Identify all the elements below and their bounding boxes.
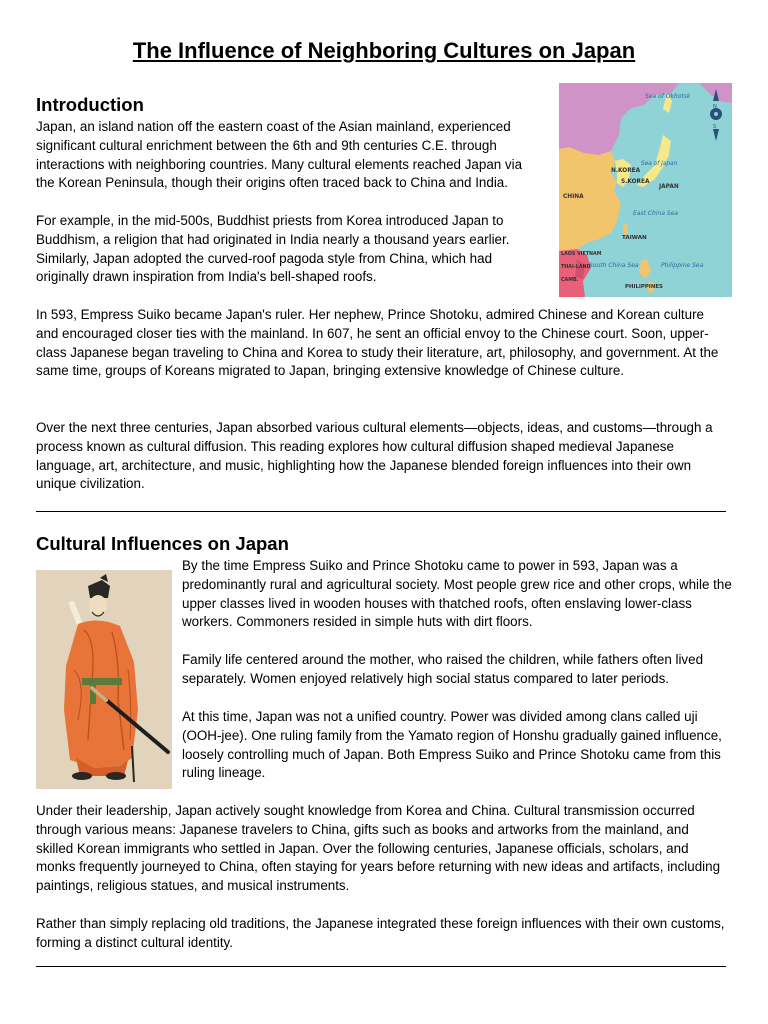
map-label-sea-of-japan: Sea of Japan <box>641 161 678 167</box>
map-label-laos-vietnam: LAOS VIETNAM <box>561 252 602 257</box>
section-divider-bottom <box>36 966 726 967</box>
compass-south-label: S <box>713 124 717 130</box>
section-heading-introduction: Introduction <box>36 94 144 115</box>
prince-shotoku-portrait <box>36 570 172 789</box>
east-asia-map <box>559 83 732 297</box>
map-label-cambodia: CAMB. <box>561 278 579 283</box>
map-label-south-china-sea: South China Sea <box>589 262 639 269</box>
section-heading-cultural-influences: Cultural Influences on Japan <box>36 533 289 554</box>
intro-paragraph-2: For example, in the mid-500s, Buddhist priests from Korea introduced Japan to Buddhism, a religion that had originated in India nearly a thousand years earlier. Similarly, Japan adopted the curved-roof pagoda style from China, which had originally drawn inspiration from India's bell-shaped roofs. <box>36 213 510 285</box>
document-title: The Influence of Neighboring Cultures on Japan <box>132 38 636 63</box>
map-label-north-korea: N.KOREA <box>611 168 641 174</box>
map-label-sea-okhotsk: Sea of Okhotsk <box>645 93 691 100</box>
map-label-thailand: THAI-LAND <box>561 265 591 270</box>
influences-paragraph-2: Family life centered around the mother, who raised the children, while fathers often lived separately. Women enjoyed relatively high social status compared to later periods. <box>182 652 704 686</box>
intro-paragraph-4: Over the next three centuries, Japan absorbed various cultural elements—objects, ideas, and customs—through a process known as cultural diffusion. This reading explores how cultural diffusion shaped medieval Japanese language, art, architecture, and music, highlighting how the Japanese blended foreign influences into their own unique civilization. <box>36 420 713 492</box>
map-label-china: CHINA <box>563 194 584 200</box>
map-label-philippines: PHILIPPINES <box>625 284 663 290</box>
map-label-philippine-sea: Philippine Sea <box>661 262 704 269</box>
map-label-south-korea: S.KOREA <box>621 179 650 185</box>
map-label-taiwan: TAIWAN <box>622 235 647 241</box>
compass-north-label: N <box>713 104 717 110</box>
intro-paragraph-1: Japan, an island nation off the eastern coast of the Asian mainland, experienced significant cultural enrichment between the 6th and 9th centuries C.E. through interactions with neighboring countries. Many cultural elements reached Japan via the Korean Peninsula, though their origins often traced back to China and India. <box>36 119 523 191</box>
map-label-japan: JAPAN <box>659 184 679 190</box>
influences-paragraph-1: By the time Empress Suiko and Prince Shotoku came to power in 593, Japan was a predominantly rural and agricultural society. Most people grew rice and other crops, while the upper classes lived in wooden houses with thatched roofs, often enslaving lower-class workers. Commoners resided in simple huts with dirt floors. <box>182 558 732 630</box>
influences-paragraph-5: Rather than simply replacing old traditions, the Japanese integrated these foreign influences with their own customs, forming a distinct cultural identity. <box>36 916 725 950</box>
intro-paragraph-3: In 593, Empress Suiko became Japan's ruler. Her nephew, Prince Shotoku, admired Chinese and Korean culture and encouraged closer ties with the mainland. In 607, he sent an official envoy to the Chinese court. Soon, upper-class Japanese began traveling to China and Korea to study their literature, art, philosophy, and government. At the same time, groups of Koreans migrated to Japan, bringing extensive knowledge of Chinese culture. <box>36 307 719 379</box>
influences-paragraph-3: At this time, Japan was not a unified country. Power was divided among clans called uji (OOH-jee). One ruling family from the Yamato region of Honshu gradually gained influence, loosely controlling much of Japan. Both Empress Suiko and Prince Shotoku came from this ruling lineage. <box>182 709 722 781</box>
map-label-east-china-sea: East China Sea <box>633 210 679 217</box>
section-divider <box>36 511 726 512</box>
influences-paragraph-4: Under their leadership, Japan actively sought knowledge from Korea and China. Cultural transmission occurred through various means: Japanese travelers to China, gifts such as books and artworks from the mainland, and skilled Korean immigrants who settled in Japan. Over the following centuries, Japanese officials, scholars, and monks frequently journeyed to China, often staying for years before returning with new ideas and artifacts, including paintings, religious statues, and musical instruments. <box>36 803 721 894</box>
